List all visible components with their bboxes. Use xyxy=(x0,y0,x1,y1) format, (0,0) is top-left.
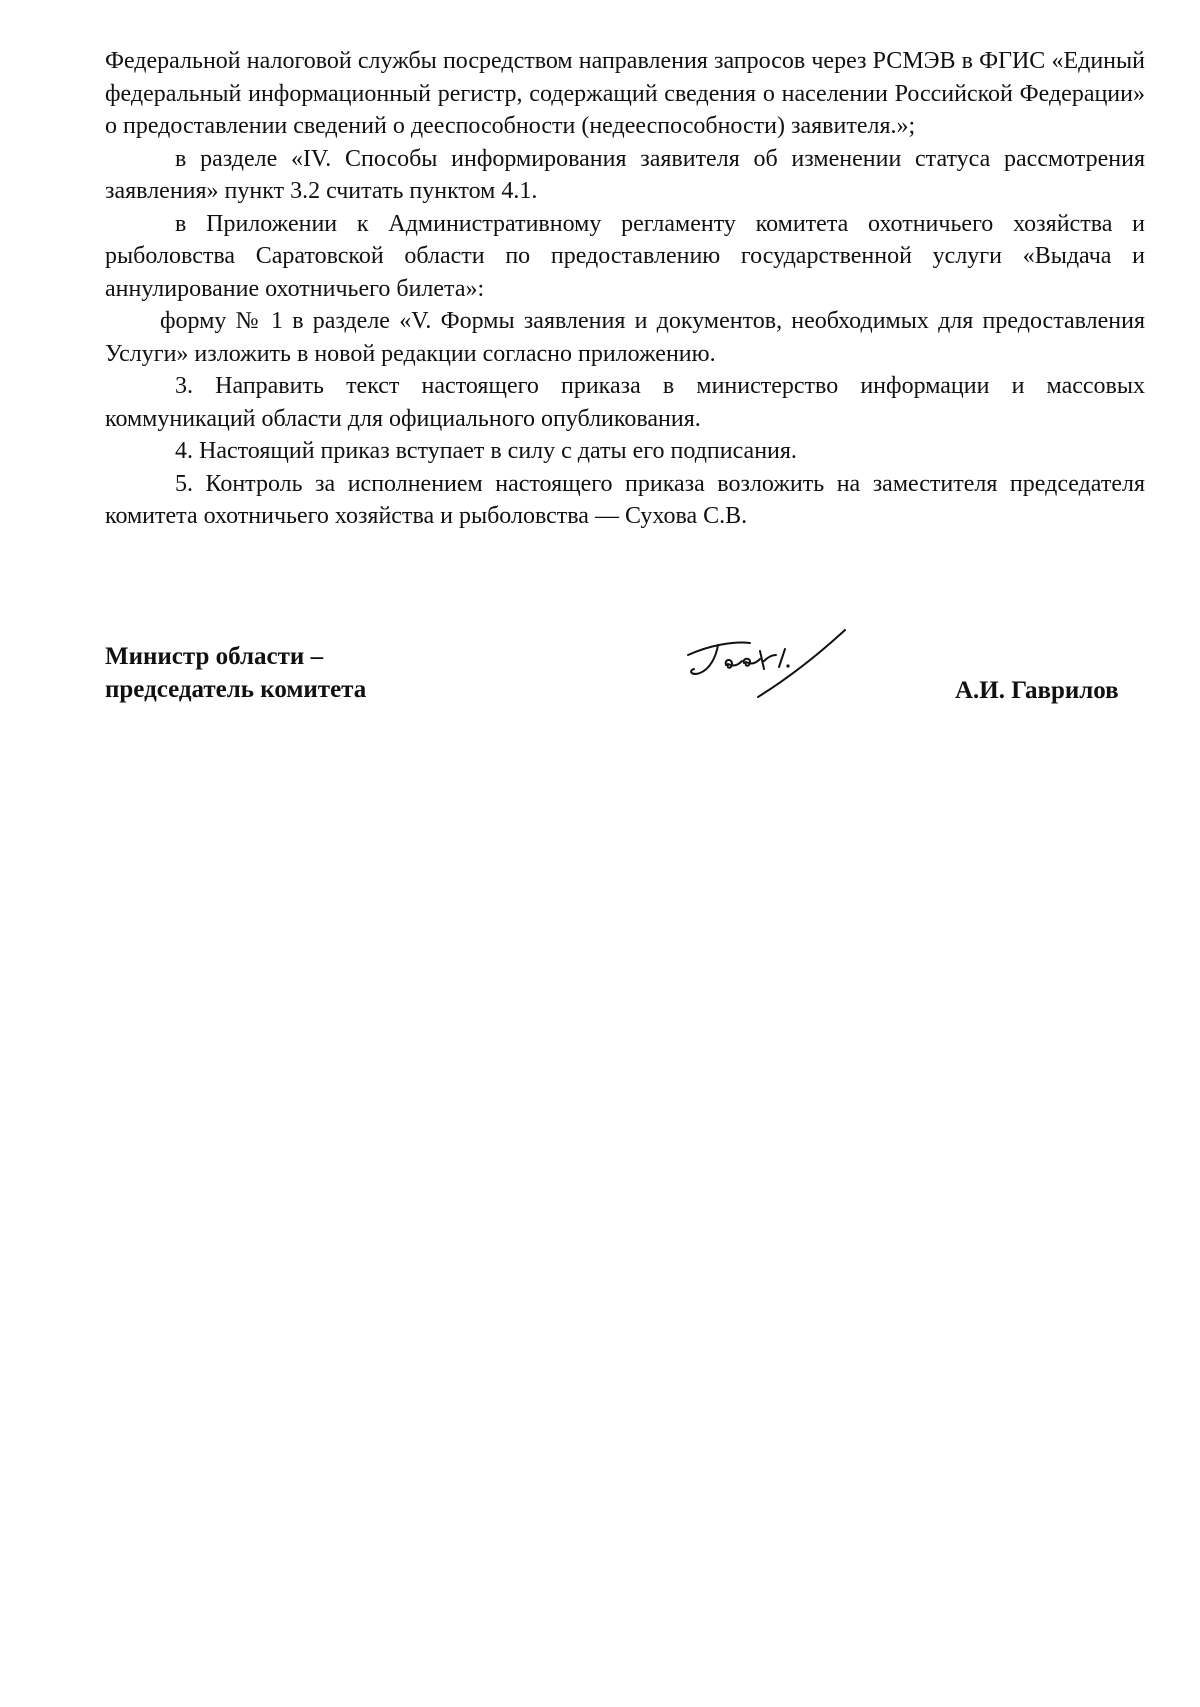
paragraph-form-1: форму № 1 в разделе «V. Формы заявления и документов, необходимых для предоставления Услуги» изложить в новой редакции согласно приложению. xyxy=(105,308,1145,367)
paragraph-appendix: в Приложении к Административному регламенту комитета охотничьего хозяйства и рыболовства Саратовской области по предоставлению государственной услуги «Выдача и аннулирование охотничьего билета»: xyxy=(105,210,1145,302)
signer-name: А.И. Гаврилов xyxy=(955,677,1119,704)
position-line-2: председатель комитета xyxy=(105,676,367,703)
paragraph-fgis-request: Федеральной налоговой службы посредством направления запросов через РСМЭВ в ФГИС «Единый федеральный информационный регистр, содержащий сведения о населении Российской Федерации» о предоставлении сведений о дееспособности (недееспособности) заявителя.»; xyxy=(105,48,1145,139)
document-body xyxy=(105,45,1145,533)
paragraph-item-3: 3. Направить текст настоящего приказа в министерство информации и массовых коммуникаций области для официального опубликования. xyxy=(105,373,1145,432)
signatory-position xyxy=(105,640,366,706)
handwritten-signature xyxy=(680,625,860,705)
paragraph-section-iv: в разделе «IV. Способы информирования заявителя об изменении статуса рассмотрения заявления» пункт 3.2 считать пунктом 4.1. xyxy=(105,145,1145,204)
position-line-1: Министр области – xyxy=(105,643,324,670)
paragraph-item-4: 4. Настоящий приказ вступает в силу с даты его подписания. xyxy=(175,438,797,464)
paragraph-item-5: 5. Контроль за исполнением настоящего приказа возложить на заместителя председателя комитета охотничьего хозяйства и рыболовства — Сухова С.В. xyxy=(105,470,1145,529)
